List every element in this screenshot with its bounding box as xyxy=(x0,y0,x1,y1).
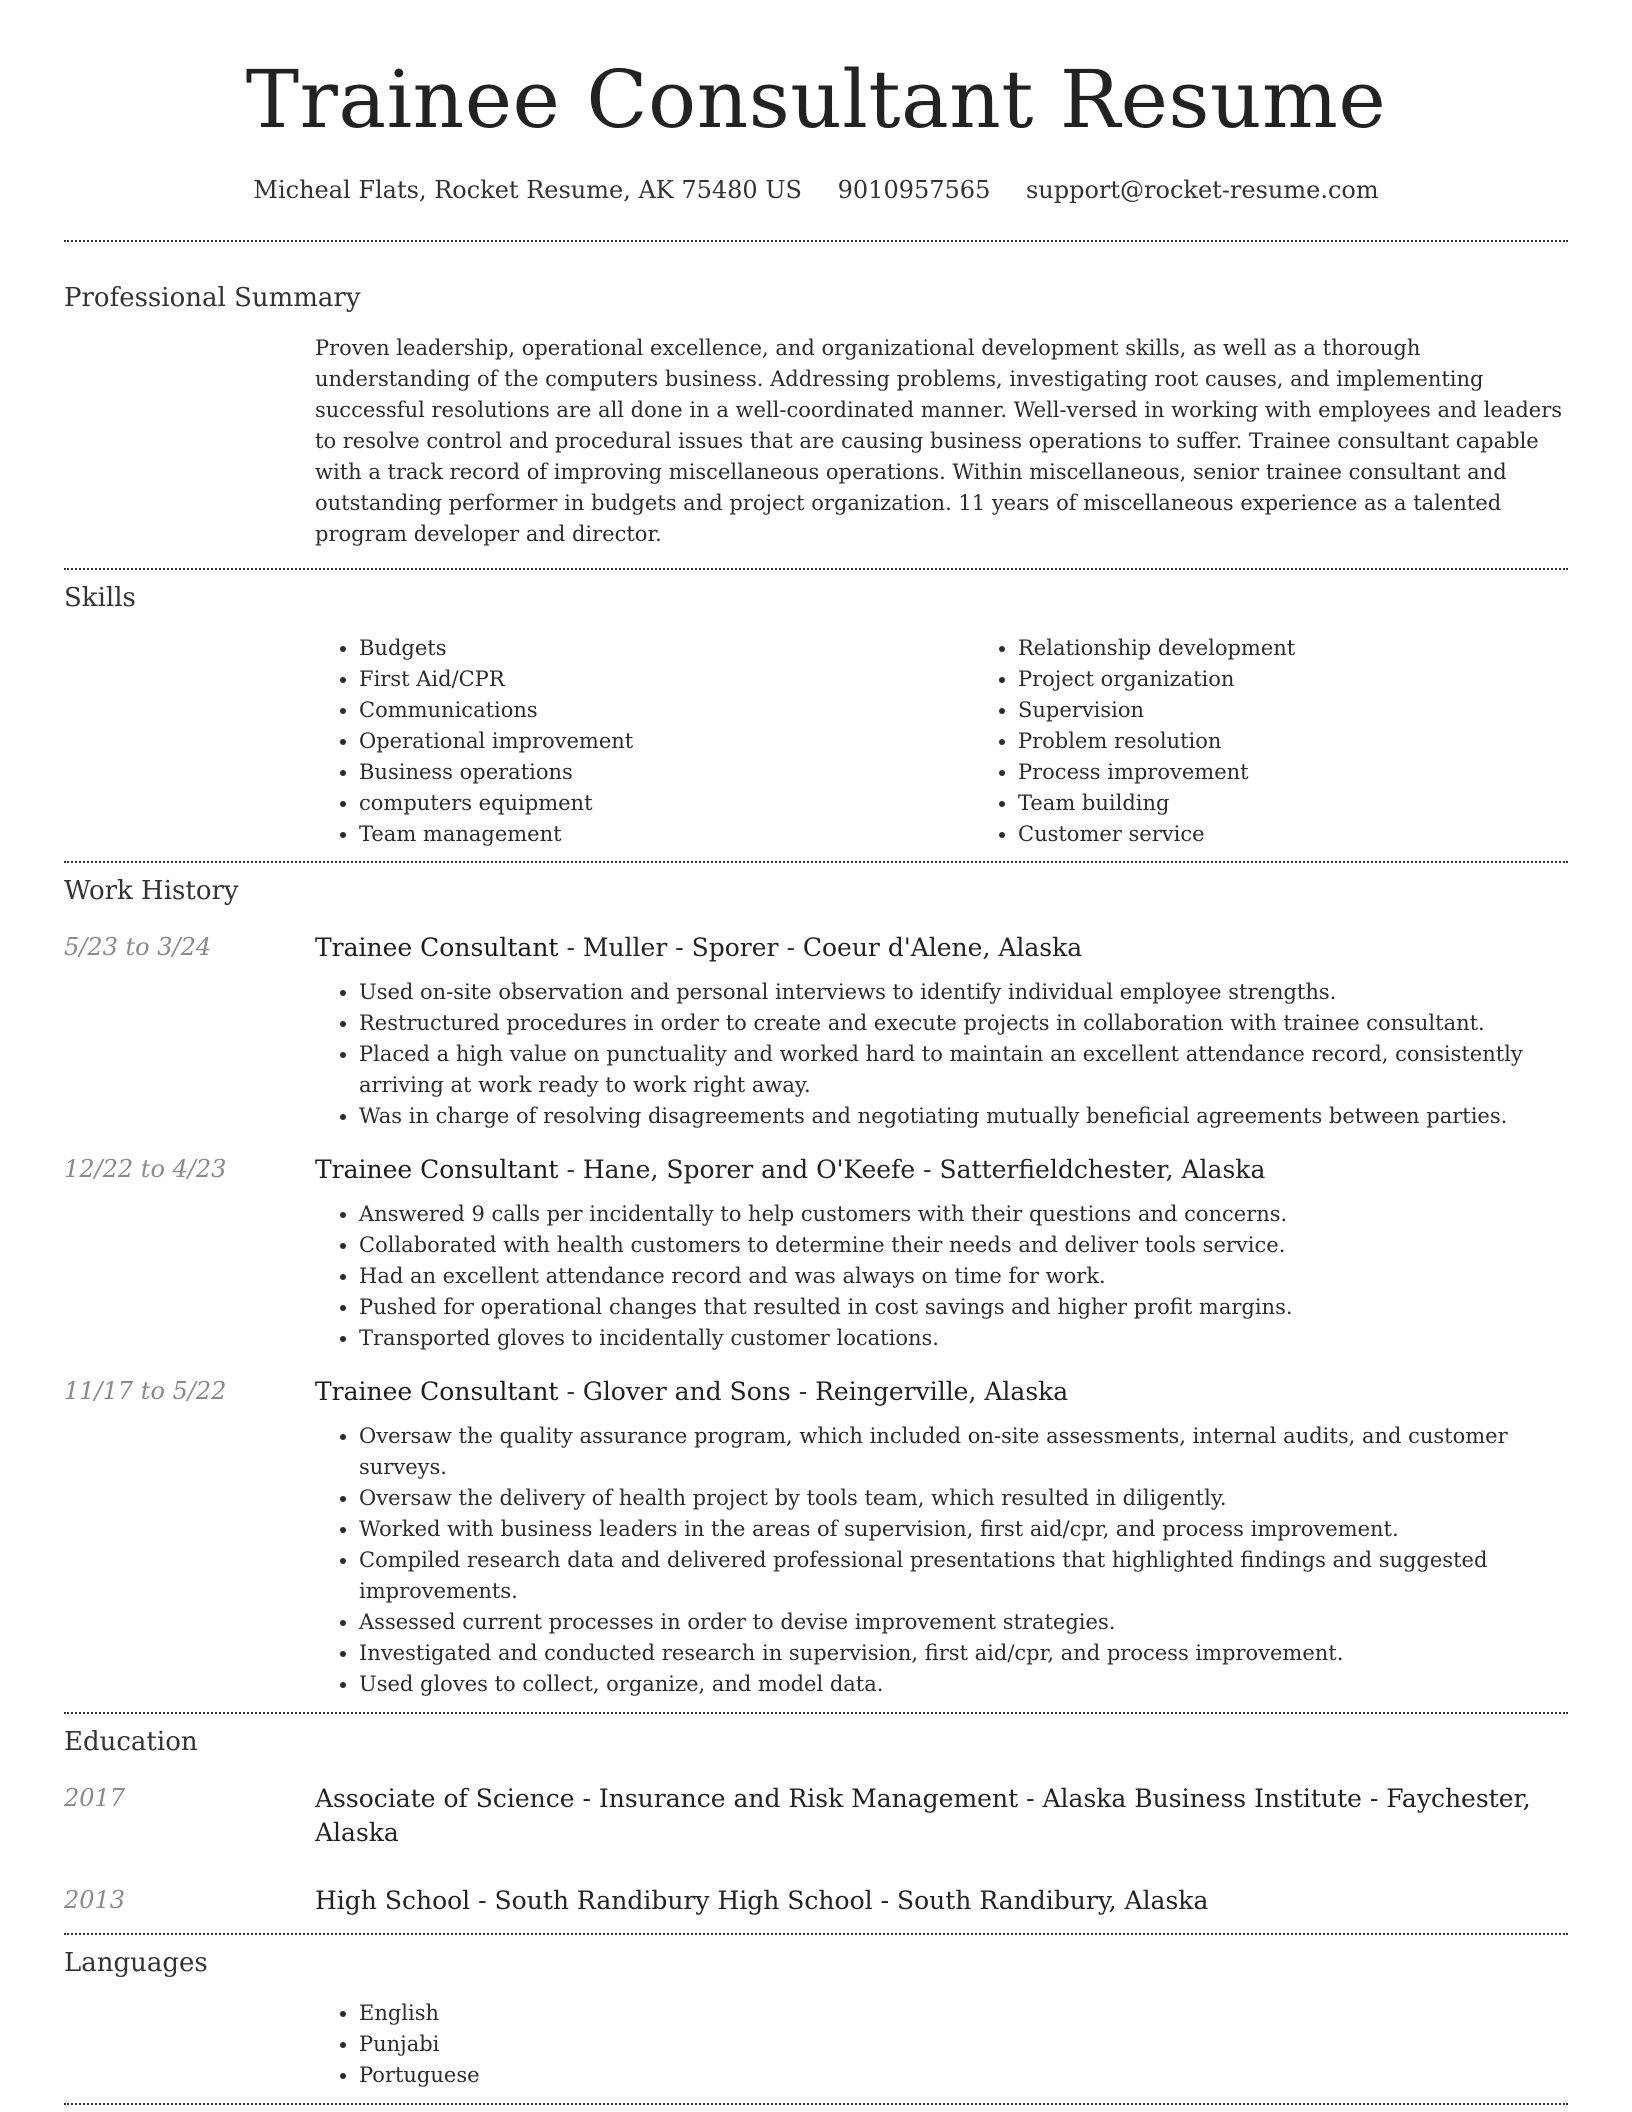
skill-item: • Process improvement xyxy=(1018,757,1632,788)
education-school: Alaska Business Institute xyxy=(1042,1784,1362,1813)
education-location: South Randibury, Alaska xyxy=(896,1886,1209,1915)
skills-row xyxy=(64,633,1568,850)
education-degree: Associate of Science - Insurance and Risk Management xyxy=(315,1784,1019,1813)
job-company: Muller - Sporer xyxy=(582,933,779,962)
education-body xyxy=(315,1884,1568,1918)
job-bullet: • Placed a high value on punctuality and worked hard to maintain an excellent attendance record, consistently arriving at work ready to work right away. xyxy=(359,1039,1568,1101)
contact-address: Micheal Flats, Rocket Resume, AK 75480 US xyxy=(253,176,802,204)
job-body xyxy=(315,1153,1568,1354)
job-entry xyxy=(64,1375,1568,1700)
education-entry xyxy=(64,1782,1568,1850)
section-divider xyxy=(64,1712,1568,1714)
work-history-section xyxy=(64,874,1568,1700)
job-bullet: • Pushed for operational changes that resulted in cost savings and higher profit margins. xyxy=(359,1292,1568,1323)
job-bullet: • Transported gloves to incidentally customer locations. xyxy=(359,1323,1568,1354)
job-dates: 12/22 to 4/23 xyxy=(64,1155,227,1183)
job-title: Trainee Consultant xyxy=(315,1155,559,1184)
languages-body xyxy=(315,1998,1568,2091)
languages-row xyxy=(64,1998,1568,2091)
skills-heading: Skills xyxy=(64,583,136,613)
skills-grid xyxy=(315,633,1632,850)
skill-item: • Customer service xyxy=(1018,819,1632,850)
section-divider xyxy=(64,2103,1568,2105)
skill-item: • Operational improvement xyxy=(359,726,974,757)
job-location: Coeur d'Alene, Alaska xyxy=(802,933,1083,962)
education-line: High School - South Randibury High School - South Randibury, Alaska xyxy=(315,1886,1209,1915)
languages-heading: Languages xyxy=(64,1948,208,1978)
job-company: Glover and Sons xyxy=(582,1377,791,1406)
job-company: Hane, Sporer and O'Keefe xyxy=(582,1155,916,1184)
job-heading: Trainee Consultant - Muller - Sporer - Coeur d'Alene, Alaska xyxy=(315,933,1083,962)
skill-item: • Supervision xyxy=(1018,695,1632,726)
skill-item: • Team management xyxy=(359,819,974,850)
skill-item: • First Aid/CPR xyxy=(359,664,974,695)
job-bullet: • Oversaw the delivery of health project by tools team, which resulted in diligently. xyxy=(359,1483,1568,1514)
job-bullet: • Oversaw the quality assurance program, which included on-site assessments, internal audits, and customer surveys. xyxy=(359,1421,1568,1483)
job-body xyxy=(315,931,1568,1132)
job-entry xyxy=(64,1153,1568,1354)
education-body xyxy=(315,1782,1568,1850)
skill-item: • Business operations xyxy=(359,757,974,788)
skill-item: • Communications xyxy=(359,695,974,726)
skills-list-left xyxy=(315,633,974,850)
education-entry xyxy=(64,1884,1568,1918)
section-divider xyxy=(64,240,1568,242)
summary-row xyxy=(64,333,1568,550)
skill-item: • Relationship development xyxy=(1018,633,1632,664)
language-item: • English xyxy=(359,1998,1568,2029)
section-divider xyxy=(64,1933,1568,1935)
job-heading: Trainee Consultant - Glover and Sons - Reingerville, Alaska xyxy=(315,1377,1069,1406)
contact-email: support@rocket-resume.com xyxy=(1025,176,1379,204)
job-bullets xyxy=(315,1199,1568,1354)
job-bullets xyxy=(315,977,1568,1132)
job-bullet: • Worked with business leaders in the areas of supervision, first aid/cpr, and process improvement. xyxy=(359,1514,1568,1545)
skill-item: • Team building xyxy=(1018,788,1632,819)
summary-section xyxy=(64,281,1568,550)
education-heading: Education xyxy=(64,1727,198,1757)
job-bullet: • Restructured procedures in order to create and execute projects in collaboration with trainee consultant. xyxy=(359,1008,1568,1039)
job-entry xyxy=(64,931,1568,1132)
section-divider xyxy=(64,861,1568,863)
contact-line xyxy=(64,174,1568,206)
section-divider xyxy=(64,568,1568,570)
summary-body xyxy=(315,333,1568,550)
job-bullet: • Used on-site observation and personal interviews to identify individual employee strengths. xyxy=(359,977,1568,1008)
job-title: Trainee Consultant xyxy=(315,933,559,962)
education-location: Faychester, Alaska xyxy=(315,1784,1531,1847)
language-item: • Portuguese xyxy=(359,2060,1568,2091)
summary-text: Proven leadership, operational excellence, and organizational development skills, as well as a thorough understanding of the computers business. Addressing problems, investigating root causes, and implementing successful resolutions are all done in a well-coordinated manner. Well-versed in working with employees and leaders to resolve control and procedural issues that are causing business operations to suffer. Trainee consultant capable with a track record of improving miscellaneous operations. Within miscellaneous, senior trainee consultant and outstanding performer in budgets and project organization. 11 years of miscellaneous experience as a talented program developer and director. xyxy=(315,336,1563,546)
education-school: South Randibury High School xyxy=(494,1886,873,1915)
job-dates: 5/23 to 3/24 xyxy=(64,933,212,961)
job-bullet: • Investigated and conducted research in supervision, first aid/cpr, and process improvement. xyxy=(359,1638,1568,1669)
skill-item: • Problem resolution xyxy=(1018,726,1632,757)
languages-section xyxy=(64,1946,1568,2091)
summary-heading: Professional Summary xyxy=(64,283,361,313)
job-bullet: • Compiled research data and delivered professional presentations that highlighted findings and suggested improvements. xyxy=(359,1545,1568,1607)
skill-item: • Budgets xyxy=(359,633,974,664)
job-location: Satterfieldchester, Alaska xyxy=(939,1155,1266,1184)
education-degree: High School xyxy=(315,1886,471,1915)
skill-item: • Project organization xyxy=(1018,664,1632,695)
job-title: Trainee Consultant xyxy=(315,1377,559,1406)
work-history-heading: Work History xyxy=(64,876,239,906)
resume-title: Trainee Consultant Resume xyxy=(245,53,1387,146)
job-heading: Trainee Consultant - Hane, Sporer and O'Keefe - Satterfieldchester, Alaska xyxy=(315,1155,1266,1184)
language-item: • Punjabi xyxy=(359,2029,1568,2060)
contact-phone: 9010957565 xyxy=(837,176,991,204)
education-line: Associate of Science - Insurance and Risk Management - Alaska Business Institute - Faychester, Alaska xyxy=(315,1784,1531,1847)
job-body xyxy=(315,1375,1568,1700)
job-location: Reingerville, Alaska xyxy=(815,1377,1069,1406)
job-bullet: • Had an excellent attendance record and was always on time for work. xyxy=(359,1261,1568,1292)
job-bullets xyxy=(315,1421,1568,1700)
education-section xyxy=(64,1725,1568,1918)
education-year: 2013 xyxy=(64,1886,126,1914)
skills-list-right xyxy=(974,633,1632,850)
job-bullet: • Collaborated with health customers to determine their needs and deliver tools service. xyxy=(359,1230,1568,1261)
job-dates: 11/17 to 5/22 xyxy=(64,1377,227,1405)
job-bullet: • Answered 9 calls per incidentally to help customers with their questions and concerns. xyxy=(359,1199,1568,1230)
job-bullet: • Was in charge of resolving disagreements and negotiating mutually beneficial agreements between parties. xyxy=(359,1101,1568,1132)
skill-item: • computers equipment xyxy=(359,788,974,819)
languages-list xyxy=(315,1998,1568,2091)
skills-section xyxy=(64,581,1568,850)
job-bullet: • Assessed current processes in order to devise improvement strategies. xyxy=(359,1607,1568,1638)
education-year: 2017 xyxy=(64,1784,126,1812)
job-bullet: • Used gloves to collect, organize, and model data. xyxy=(359,1669,1568,1700)
